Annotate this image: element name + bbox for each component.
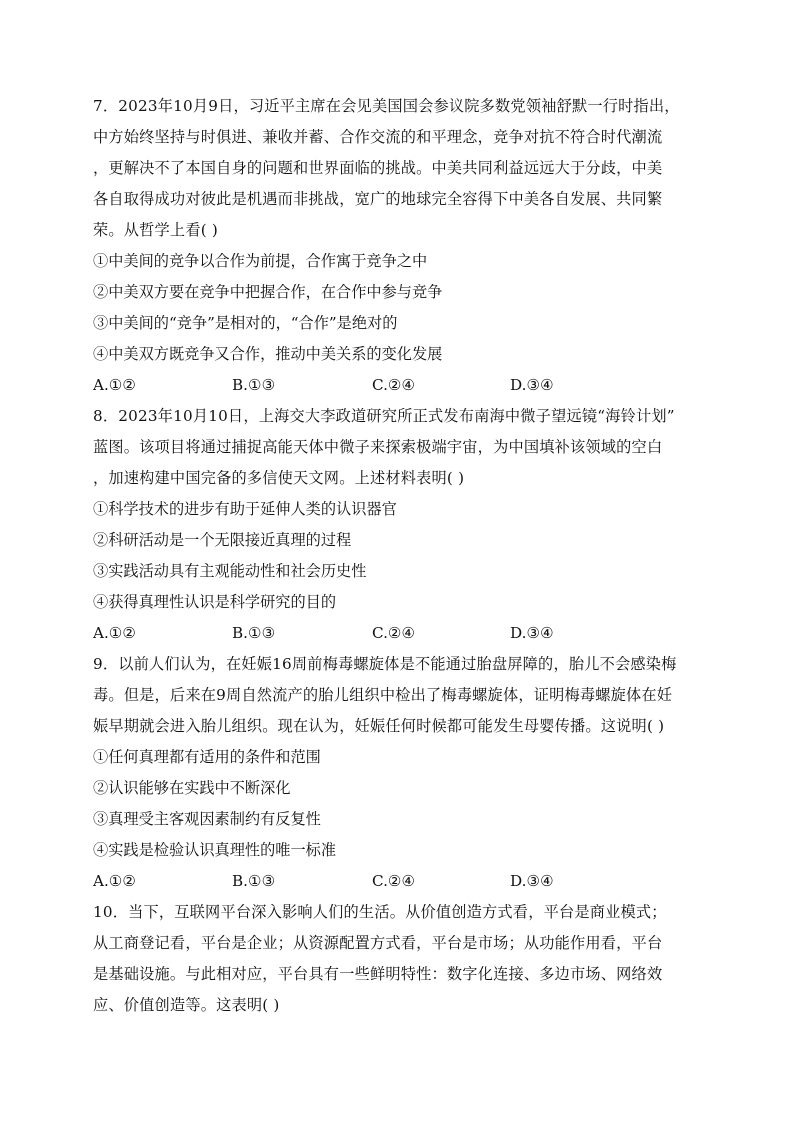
question-text-line: 娠早期就会进入胎儿组织。现在认为，妊娠任何时候都可能发生母婴传播。这说明( ) <box>93 717 665 735</box>
answer-choices <box>93 618 705 649</box>
statement-option: ③中美间的“竞争”是相对的，“合作”是绝对的 <box>93 314 398 332</box>
question-text-line: 是基础设施。与此相对应，平台具有一些鲜明特性：数字化连接、多边市场、网络效 <box>93 965 663 983</box>
choice-a: A.①② <box>93 376 137 394</box>
statement-option: ③实践活动具有主观能动性和社会历史性 <box>93 562 367 580</box>
question-8 <box>93 401 705 649</box>
answer-choices <box>93 866 705 897</box>
choice-b: B.①③ <box>232 624 276 642</box>
statement-option: ①中美间的竞争以合作为前提，合作寓于竞争之中 <box>93 252 428 270</box>
choice-d: D.③④ <box>510 872 554 890</box>
statement-option: ④中美双方既竞争又合作，推动中美关系的变化发展 <box>93 345 443 363</box>
question-9 <box>93 649 705 897</box>
question-text-line: 荣。从哲学上看( ) <box>93 221 218 239</box>
question-text-line: 10．当下，互联网平台深入影响人们的生活。从价值创造方式看，平台是商业模式； <box>93 903 667 921</box>
statement-option: ①任何真理都有适用的条件和范围 <box>93 748 321 766</box>
statement-option: ②认识能够在实践中不断深化 <box>93 779 291 797</box>
statement-option: ④获得真理性认识是科学研究的目的 <box>93 593 336 611</box>
statement-option: ③真理受主客观因素制约有反复性 <box>93 810 321 828</box>
statement-option: ④实践是检验认识真理性的唯一标准 <box>93 841 336 859</box>
question-text-line: 毒。但是，后来在9周自然流产的胎儿组织中检出了梅毒螺旋体，证明梅毒螺旋体在妊 <box>93 686 673 704</box>
choice-d: D.③④ <box>510 376 554 394</box>
answer-choices <box>93 370 705 401</box>
question-text-line: 9．以前人们认为，在妊娠16周前梅毒螺旋体是不能通过胎盘屏障的，胎儿不会感染梅 <box>93 655 677 673</box>
question-text-line: ，加速构建中国完备的多信使天文网。上述材料表明( ) <box>93 469 465 487</box>
question-text-line: ，更解决不了本国自身的问题和世界面临的挑战。中美共同利益远远大于分歧，中美 <box>93 159 663 177</box>
question-text-line: 各自取得成功对彼此是机遇而非挑战，宽广的地球完全容得下中美各自发展、共同繁 <box>93 190 663 208</box>
question-text-line: 蓝图。该项目将通过捕捉高能天体中微子来探索极端宇宙，为中国填补该领域的空白 <box>93 438 663 456</box>
choice-b: B.①③ <box>232 872 276 890</box>
statement-option: ②中美双方要在竞争中把握合作，在合作中参与竞争 <box>93 283 443 301</box>
question-text-line: 从工商登记看，平台是企业；从资源配置方式看，平台是市场；从功能作用看，平台 <box>93 934 663 952</box>
question-text-line: 应、价值创造等。这表明( ) <box>93 996 280 1014</box>
choice-a: A.①② <box>93 624 137 642</box>
question-7 <box>93 91 705 401</box>
question-text-line: 7．2023年10月9日，习近平主席在会见美国国会参议院多数党领袖舒默一行时指出， <box>93 97 680 115</box>
choice-a: A.①② <box>93 872 137 890</box>
choice-c: C.②④ <box>372 624 416 642</box>
choice-d: D.③④ <box>510 624 554 642</box>
statement-option: ①科学技术的进步有助于延伸人类的认识器官 <box>93 500 397 518</box>
question-text-line: 8．2023年10月10日，上海交大李政道研究所正式发布南海中微子望远镜“海铃计划” <box>93 407 675 425</box>
statement-option: ②科研活动是一个无限接近真理的过程 <box>93 531 352 549</box>
choice-c: C.②④ <box>372 376 416 394</box>
question-text-line: 中方始终坚持与时俱进、兼收并蓄、合作交流的和平理念，竞争对抗不符合时代潮流 <box>93 128 663 146</box>
choice-b: B.①③ <box>232 376 276 394</box>
choice-c: C.②④ <box>372 872 416 890</box>
question-10 <box>93 897 705 1021</box>
